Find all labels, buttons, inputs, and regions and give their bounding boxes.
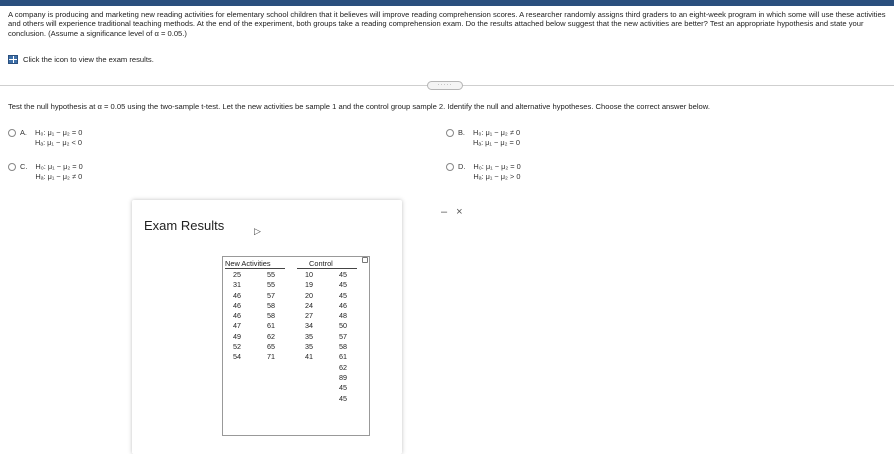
table-cell: 49 [233, 331, 241, 341]
table-cell: 62 [339, 362, 347, 372]
table-cell: 61 [267, 321, 275, 331]
table-cell: 58 [339, 342, 347, 352]
table-cell: 46 [233, 300, 241, 310]
choice-a-key: A. [20, 128, 27, 137]
top-bar [0, 0, 894, 6]
table-cell: 45 [339, 393, 347, 403]
exam-results-table [222, 256, 370, 436]
table-cell: 31 [233, 280, 241, 290]
table-cell: 10 [305, 270, 313, 279]
table-cell: 45 [339, 270, 347, 279]
choice-a-radio[interactable] [8, 129, 16, 137]
problem-statement: A company is producing and marketing new reading activities for elementary school children that it believes will improve reading comprehension scores. A researcher randomly assigns third graders to an eight-week program in which some will use these activities and others will experience traditional teaching methods. At the end of the experiment, both groups take a reading comprehension exam. Do the results attached below suggest that the new activities are better? Test an appropriate hypothesis and state your conclusion. (Assume a significance level of α = 0.05.) [8, 10, 886, 38]
popup-controls [441, 206, 463, 218]
table-cell: 50 [339, 321, 347, 331]
choice-d[interactable] [446, 162, 521, 182]
table-cell: 58 [267, 300, 275, 310]
control-column-1 [301, 270, 317, 363]
close-button[interactable]: × [456, 206, 463, 218]
table-cell: 35 [305, 331, 313, 341]
exam-results-popup [132, 200, 402, 454]
control-column-2 [335, 270, 351, 404]
choice-c-radio[interactable] [8, 163, 16, 171]
table-cell: 57 [339, 331, 347, 341]
table-cell: 48 [339, 311, 347, 321]
mouse-cursor-icon: ▷ [254, 226, 261, 236]
new-activities-column-2 [263, 270, 279, 363]
new-activities-header-rule [225, 268, 285, 269]
choice-a-null-hypothesis: H₀: μ₁ − μ₂ = 0 [34, 128, 83, 137]
table-cell: 46 [339, 300, 347, 310]
control-header-rule [297, 268, 357, 269]
table-cell: 27 [305, 311, 313, 321]
choice-b-key: B. [458, 128, 465, 137]
table-cell: 58 [267, 311, 275, 321]
table-icon[interactable] [8, 55, 18, 64]
table-cell: 57 [267, 290, 275, 300]
table-cell: 65 [267, 342, 275, 352]
table-cell: 34 [305, 321, 313, 331]
table-cell: 35 [305, 342, 313, 352]
choice-d-alt-hypothesis: Hₐ: μ₁ − μ₂ > 0 [473, 172, 521, 181]
table-cell: 24 [305, 300, 313, 310]
table-cell: 45 [339, 290, 347, 300]
table-cell: 46 [233, 311, 241, 321]
choice-c-null-hypothesis: H₀: μ₁ − μ₂ = 0 [35, 162, 83, 171]
choice-b-null-hypothesis: H₀: μ₁ − μ₂ ≠ 0 [472, 128, 521, 137]
expand-toggle-button[interactable]: ····· [427, 81, 463, 90]
table-cell: 71 [267, 352, 275, 362]
table-cell: 89 [339, 372, 347, 382]
table-cell: 61 [339, 352, 347, 362]
table-cell: 47 [233, 321, 241, 331]
table-cell: 45 [339, 280, 347, 290]
choice-b-alt-hypothesis: Hₐ: μ₁ − μ₂ = 0 [472, 138, 521, 147]
table-cell: 52 [233, 342, 241, 352]
question-prompt: Test the null hypothesis at α = 0.05 using the two-sample t-test. Let the new activities be sample 1 and the control group sample 2. Identify the null and alternative hypotheses. Choose the correct answer below. [8, 102, 710, 111]
table-cell: 19 [305, 280, 313, 290]
table-cell: 46 [233, 290, 241, 300]
table-cell: 55 [267, 280, 275, 290]
exam-results-link[interactable] [8, 55, 154, 64]
choice-b[interactable] [446, 128, 520, 148]
choice-c[interactable] [8, 162, 83, 182]
choice-b-radio[interactable] [446, 129, 454, 137]
choice-d-key: D. [458, 162, 466, 171]
table-cell: 62 [267, 331, 275, 341]
exam-results-link-text[interactable]: Click the icon to view the exam results. [23, 55, 154, 64]
table-cell: 54 [233, 352, 241, 362]
copy-data-icon[interactable] [362, 257, 368, 263]
choice-a[interactable] [8, 128, 82, 148]
choice-d-null-hypothesis: H₀: μ₁ − μ₂ = 0 [473, 162, 521, 171]
choice-d-radio[interactable] [446, 163, 454, 171]
minimize-button[interactable]: – [441, 206, 448, 218]
new-activities-header: New Activities [225, 259, 271, 268]
table-cell: 55 [267, 270, 275, 279]
table-cell: 41 [305, 352, 313, 362]
choice-c-alt-hypothesis: Hₐ: μ₁ − μ₂ ≠ 0 [35, 172, 83, 181]
control-header: Control [309, 259, 333, 268]
table-cell: 45 [339, 383, 347, 393]
table-cell: 25 [233, 270, 241, 279]
choice-c-key: C. [20, 162, 28, 171]
popup-title: Exam Results [144, 218, 225, 233]
choice-a-alt-hypothesis: Hₐ: μ₁ − μ₂ < 0 [34, 138, 83, 147]
new-activities-column-1 [229, 270, 245, 363]
table-cell: 20 [305, 290, 313, 300]
